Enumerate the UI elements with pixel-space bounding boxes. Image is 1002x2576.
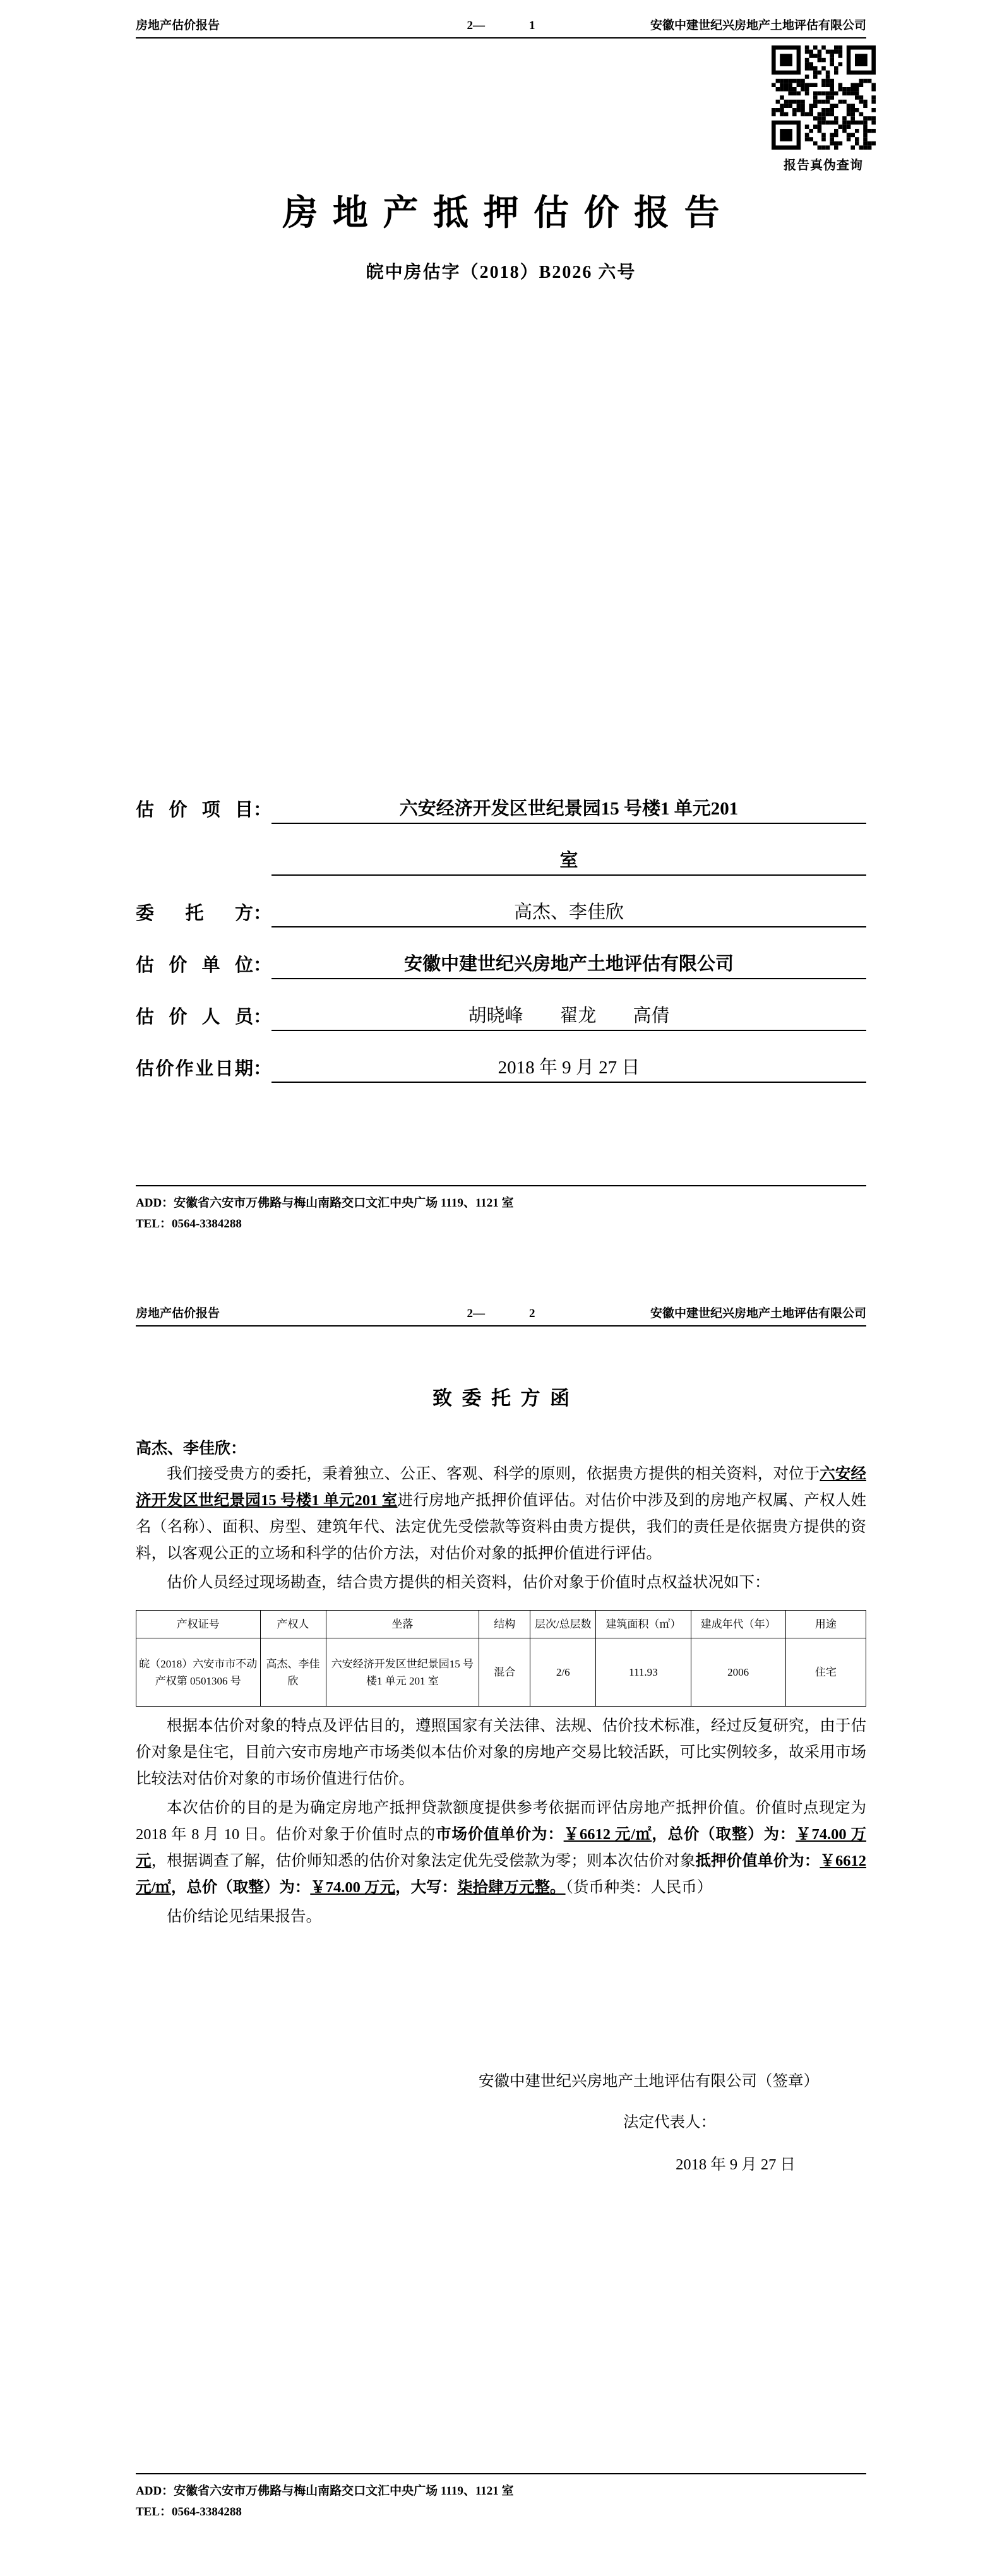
closing-company: 安徽中建世纪兴房地产土地评估有限公司（签章）	[479, 2073, 819, 2090]
paragraph-method: 根据本估价对象的特点及评估目的，遵照国家有关法律、法规、估价技术标准，经过反复研究，由于估价对象是住宅，目前六安市房地产市场类似本估价对象的房地产交易比较活跃，可比实例较多，故采用市场比较法对估价对象的市场价值进行估价。	[136, 1717, 866, 1788]
footer-address: ADD：安徽省六安市万佛路与梅山南路交口文汇中央广场 1119、1121 室	[136, 2484, 514, 2498]
paragraph-inspection: 估价人员经过现场勘查，结合贵方提供的相关资料，估价对象于价值时点权益状况如下：	[167, 1574, 770, 1591]
page-number: 2	[529, 1307, 535, 1320]
field-row-client	[136, 892, 866, 927]
paragraph-engagement: 我们接受贵方的委托，秉着独立、公正、客观、科学的原则，依据贵方提供的相关资料，对位于六安经济开发区世纪景园15 号楼1 单元201 室进行房地产抵押价值评估。对估价中涉及到的房地产权属、产权人姓名（名称）、面积、房型、建筑年代、法定优先受偿款等资料由贵方提供，我们的责任是依据贵方提供的资料，以客观公正的立场和科学的估价方法，对估价对象的抵押价值进行评估。	[136, 1465, 867, 1562]
field-value-project-line1: 六安经济开发区世纪景园15 号楼1 单元201	[271, 789, 866, 824]
qr-code-icon	[772, 45, 876, 150]
table-cell-cert-no: 皖（2018）六安市市不动产权第 0501306 号	[136, 1638, 261, 1707]
letter-title: 致委托方函	[432, 1387, 580, 1409]
field-value-client: 高杰、李佳欣	[271, 892, 866, 927]
page-header	[136, 1304, 866, 1327]
table-cell-year: 2006	[691, 1638, 785, 1707]
field-label-agency	[136, 944, 271, 979]
closing-date: 2018 年 9 月 27 日	[676, 2156, 796, 2174]
field-row-appraisers	[136, 996, 866, 1031]
page-numbering	[467, 19, 535, 33]
field-label-colon: ：	[253, 1059, 271, 1079]
header-report-label: 房地产估价报告	[136, 19, 220, 32]
footer-address: ADD：安徽省六安市万佛路与梅山南路交口文汇中央广场 1119、1121 室	[136, 1196, 514, 1210]
property-rights-table	[136, 1610, 866, 1707]
field-label-colon: ：	[253, 800, 271, 820]
cover-form	[136, 789, 866, 1083]
field-label-project	[136, 789, 271, 824]
field-label-text: 估价作业日期	[136, 1059, 253, 1079]
field-value-date: 2018 年 9 月 27 日	[271, 1047, 866, 1083]
page-2	[0, 1288, 1002, 2576]
salutation: 高杰、李佳欣：	[136, 1440, 247, 1457]
table-row	[136, 1638, 866, 1707]
footer-tel: TEL：0564-3384288	[136, 1217, 242, 1231]
paragraph-valuation: 本次估价的目的是为确定房地产抵押贷款额度提供参考依据而评估房地产抵押价值。价值时点现定为 2018 年 8 月 10 日。估价对象于价值时点的市场价值单价为：￥6612 元/㎡，总价（取整）为：￥74.00 万元，根据调查了解，估价师知悉的估价对象法定优先受偿款为零；则本次估价对象抵押价值单价为：￥6612 元/㎡，总价（取整）为：￥74.00 万元，大写：柒拾肆万元整。（货币种类：人民币）	[136, 1799, 867, 1897]
legal-representative-label: 法定代表人：	[623, 2114, 716, 2132]
field-label-client	[136, 892, 271, 927]
table-header-structure: 结构	[479, 1611, 530, 1638]
table-cell-location: 六安经济开发区世纪景园15 号楼1 单元 201 室	[326, 1638, 479, 1707]
header-report-label: 房地产估价报告	[136, 1307, 220, 1320]
report-number: 皖中房估字（2018）B2026 六号	[366, 263, 636, 282]
table-cell-use: 住宅	[785, 1638, 866, 1707]
page-footer	[136, 2473, 866, 2523]
page-header	[136, 16, 866, 39]
field-value-project-line2: 室	[271, 840, 866, 876]
field-label-appraisers	[136, 996, 271, 1031]
field-value-appraisers: 胡晓峰 翟龙 高倩	[271, 996, 866, 1031]
header-company-name: 安徽中建世纪兴房地产土地评估有限公司	[650, 19, 866, 32]
qr-caption: 报告真伪查询	[784, 158, 863, 172]
table-header-owner: 产权人	[260, 1611, 326, 1638]
table-header-cert-no: 产权证号	[136, 1611, 261, 1638]
table-header-year: 建成年代（年）	[691, 1611, 785, 1638]
paragraph-conclusion: 估价结论见结果报告。	[167, 1908, 321, 1926]
page-footer	[136, 1185, 866, 1235]
header-company-name: 安徽中建世纪兴房地产土地评估有限公司	[650, 1307, 866, 1320]
field-row-date	[136, 1047, 866, 1083]
qr-block	[769, 45, 878, 173]
table-header-use: 用途	[785, 1611, 866, 1638]
table-cell-owner: 高杰、李佳欣	[260, 1638, 326, 1707]
field-label-colon: ：	[253, 1007, 271, 1027]
field-label-text: 委托方	[136, 903, 253, 924]
table-cell-area: 111.93	[596, 1638, 691, 1707]
table-header-row	[136, 1611, 866, 1638]
table-cell-floor: 2/6	[530, 1638, 596, 1707]
page-numbering	[467, 1307, 535, 1321]
field-label-date	[136, 1047, 271, 1083]
page-number: 1	[529, 19, 535, 32]
table-header-location: 坐落	[326, 1611, 479, 1638]
table-header-floor: 层次/总层数	[530, 1611, 596, 1638]
report-title: 房地产抵押估价报告	[282, 194, 735, 233]
field-label-text: 估价单位	[136, 955, 253, 975]
field-row-agency	[136, 944, 866, 979]
field-label-text: 估价人员	[136, 1007, 253, 1027]
field-label-colon: ：	[253, 955, 271, 975]
field-row-project	[136, 789, 866, 876]
field-value-agency: 安徽中建世纪兴房地产土地评估有限公司	[271, 944, 866, 979]
page-number-prefix: 2—	[467, 1307, 485, 1320]
table-header-area: 建筑面积（㎡）	[596, 1611, 691, 1638]
field-label-colon: ：	[253, 903, 271, 924]
closing-block	[136, 2069, 866, 2174]
footer-tel: TEL：0564-3384288	[136, 2505, 242, 2519]
field-label-text: 估价项目	[136, 800, 253, 820]
page-number-prefix: 2—	[467, 19, 485, 32]
table-cell-structure: 混合	[479, 1638, 530, 1707]
